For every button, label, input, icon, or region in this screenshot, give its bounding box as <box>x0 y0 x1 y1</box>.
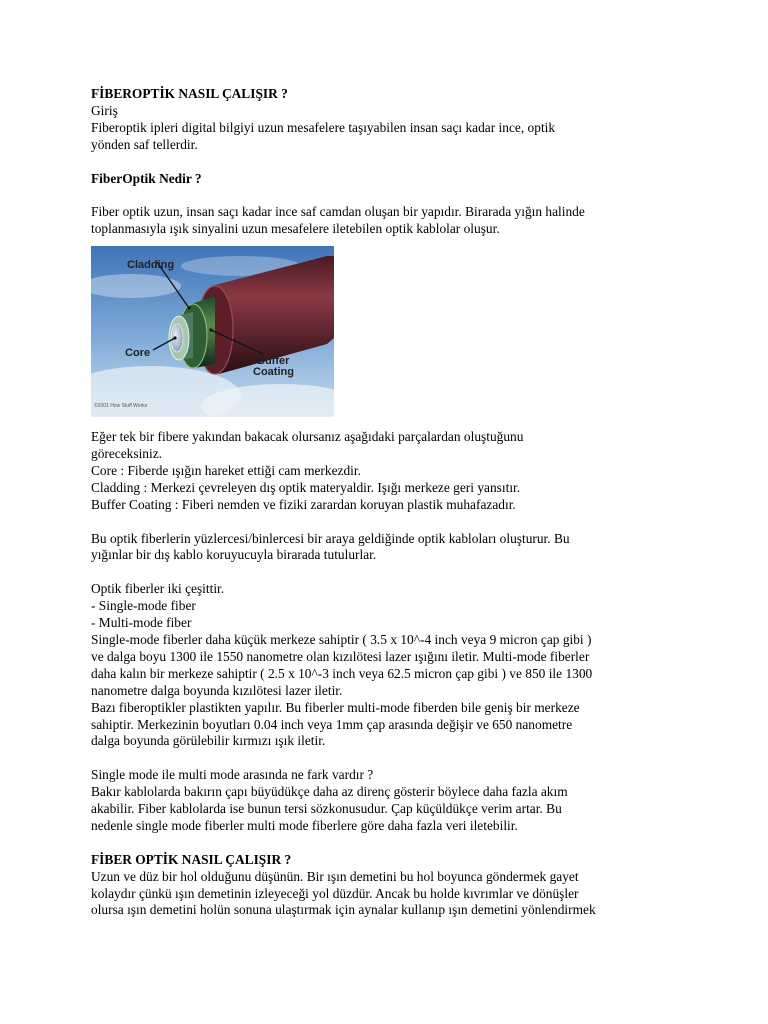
figure-copyright: ©2001 How Stuff Works <box>94 403 148 410</box>
paragraph-line: yığınlar bir dış kablo koruyucuyla birarada tutulurlar. <box>91 547 377 563</box>
document-page <box>91 86 691 919</box>
paragraph-line: Single-mode fiberler daha küçük merkeze sahiptir ( 3.5 x 10^-4 inch veya 9 micron çap gibi ) <box>91 631 592 647</box>
core-label: Core <box>125 347 151 360</box>
list-item: - Multi-mode fiber <box>91 615 192 631</box>
intro-heading: Giriş <box>91 102 118 118</box>
paragraph-line: ve dalga boyu 1300 ile 1550 nanometre olan kızılötesi lazer ışığını iletir. Multi-mode fiberler <box>91 648 590 664</box>
paragraph-line: olursa ışın demetini holün sonuna ulaştırmak için aynalar kullanıp ışın demetini yönlendirmek <box>91 902 596 918</box>
paragraph-line: Core : Fiberde ışığın hareket ettiği cam merkezdir. <box>91 462 361 478</box>
section-heading-what-is: FiberOptik Nedir ? <box>91 170 202 186</box>
paragraph-line: Uzun ve düz bir hol olduğunu düşünün. Bir ışın demetini bu hol boyunca göndermek gayet <box>91 868 579 884</box>
paragraph-line: Bakır kablolarda bakırın çapı büyüdükçe daha az direnç gösterir böylece daha fazla akım <box>91 784 568 800</box>
cladding-label: Cladding <box>127 259 175 272</box>
intro-line: yönden saf tellerdir. <box>91 136 198 152</box>
paragraph-line: kolaydır çünkü ışın demetinin izleyeceği yol düzdür. Ancak bu holde kıvrımlar ve dönüşler <box>91 885 579 901</box>
fiber-cable-illustration <box>91 246 334 417</box>
paragraph-line: nedenle single mode fiberler multi mode fiberlere göre daha fazla veri iletebilir. <box>91 817 518 833</box>
paragraph-line: Bu optik fiberlerin yüzlercesi/binlercesi bir araya geldiğinde optik kabloları oluşturur. Bu <box>91 530 570 546</box>
paragraph-line: toplanmasıyla ışık sinyalini uzun mesafelere iletebilen optik kablolar oluşur. <box>91 221 500 237</box>
paragraph-line: Fiber optik uzun, insan saçı kadar ince saf camdan oluşan bir yapıdır. Birarada yığın halinde <box>91 204 585 220</box>
paragraph-line: Cladding : Merkezi çevreleyen dış optik materyaldir. Işığı merkeze geri yansıtır. <box>91 479 521 495</box>
buffer-label: Buffer <box>257 355 290 368</box>
paragraph-line: Single mode ile multi mode arasında ne fark vardır ? <box>91 767 374 783</box>
intro-line: Fiberoptik ipleri digital bilgiyi uzun mesafelere taşıyabilen insan saçı kadar ince, optik <box>91 119 556 135</box>
fiber-optic-diagram <box>91 246 334 417</box>
paragraph-line: daha kalın bir merkeze sahiptir ( 2.5 x 10^-3 inch veya 62.5 micron çap gibi ) ve 850 ile 1300 <box>91 665 593 681</box>
paragraph-line: Bazı fiberoptikler plastikten yapılır. Bu fiberler multi-mode fiberden bile geniş bir merkeze <box>91 699 580 715</box>
document-title: FİBEROPTİK NASIL ÇALIŞIR ? <box>91 86 288 101</box>
paragraph-line: dalga boyunda görülebilir kırmızı ışık iletir. <box>91 733 326 749</box>
list-item: - Single-mode fiber <box>91 598 196 614</box>
paragraph-line: nanometre dalga boyunda kızılötesi lazer iletir. <box>91 682 343 698</box>
paragraph-line: Optik fiberler iki çeşittir. <box>91 581 225 597</box>
paragraph-line: akabilir. Fiber kablolarda ise bunun tersi sözkonusudur. Çap küçüldükçe verim artar. Bu <box>91 801 562 817</box>
paragraph-line: göreceksiniz. <box>91 446 163 462</box>
section-heading-how-it-works: FİBER OPTİK NASIL ÇALIŞIR ? <box>91 851 292 867</box>
paragraph-line: Buffer Coating : Fiberi nemden ve fiziki zarardan koruyan plastik muhafazadır. <box>91 496 516 512</box>
coating-label: Coating <box>253 366 294 379</box>
paragraph-line: Eğer tek bir fibere yakından bakacak olursanız aşağıdaki parçalardan oluştuğunu <box>91 429 524 445</box>
paragraph-line: sahiptir. Merkezinin boyutları 0.04 inch veya 1mm çap arasında değişir ve 650 nanometre <box>91 716 573 732</box>
